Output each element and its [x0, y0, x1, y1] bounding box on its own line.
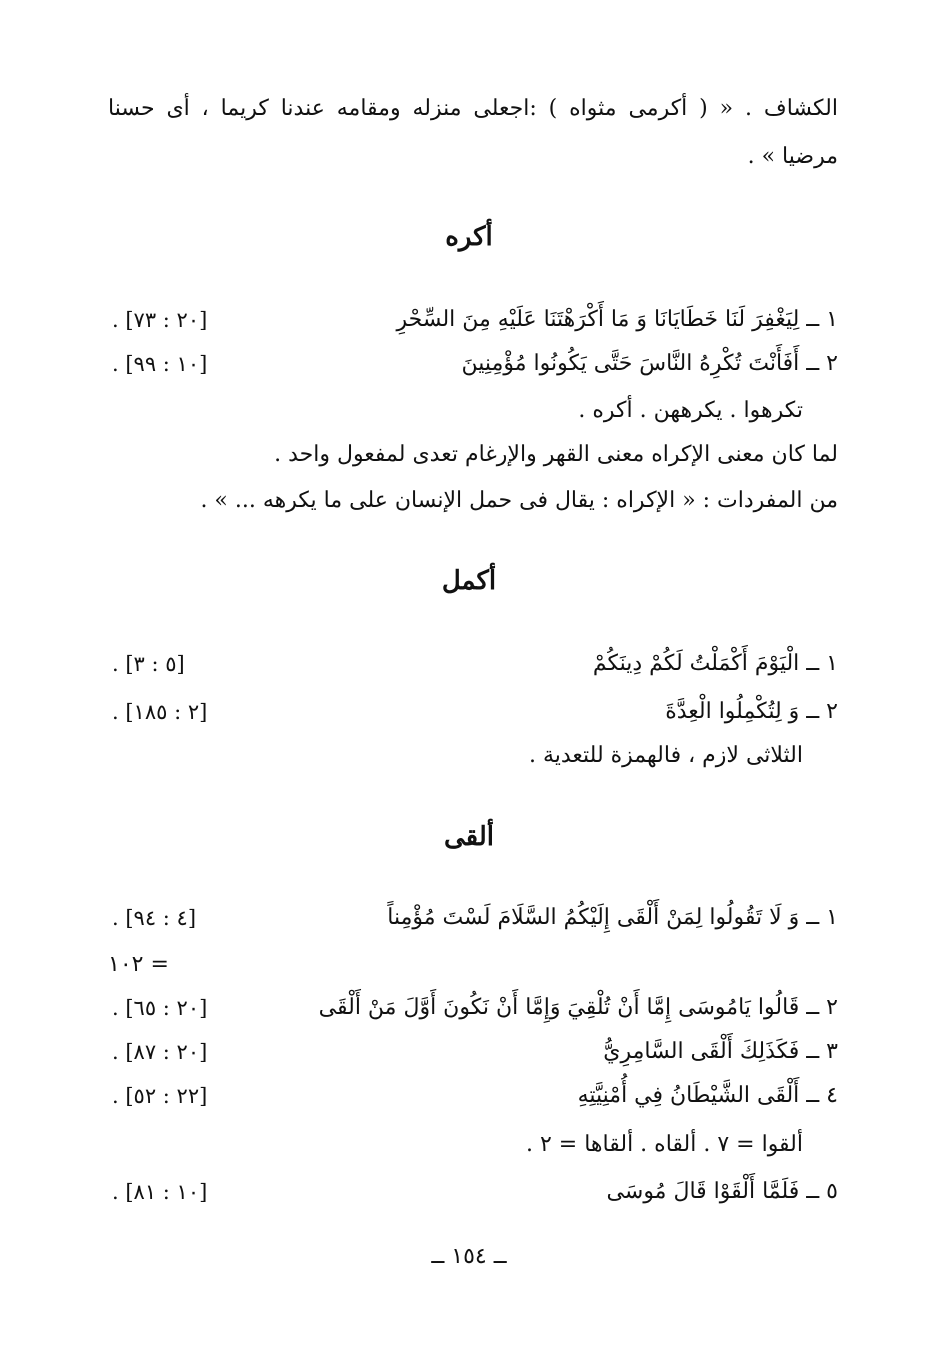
verse-reference: [٢٢ : ٥٢] . — [112, 1084, 208, 1108]
section-title-akmal: أكمل — [441, 566, 497, 596]
section-title-alqa: ألقى — [444, 822, 494, 852]
note-line: ألقوا = ٧ . ألقاه . ألقاها = ٢ . — [525, 1132, 803, 1157]
intro-line-2: مرضيا » . — [747, 144, 838, 169]
verse-text: ٢ ــ أَفَأَنْتَ تُكْرِهُ النَّاسَ حَتَّى يَكُونُوا مُؤْمِنِينَ — [461, 351, 838, 376]
verse-text: ٢ ــ قَالُوا يَامُوسَى إِمَّا أَنْ تُلْقِيَ وَإِمَّا أَنْ نَكُونَ أَوَّلَ مَنْ أَلْقَى — [318, 995, 838, 1020]
verse-reference: [٤ : ٩٤] . — [112, 906, 197, 930]
verse-text: ٤ ــ أَلْقَى الشَّيْطَانُ فِي أُمْنِيَّتِهِ — [577, 1083, 838, 1108]
page-number: ــ ١٥٤ ــ — [431, 1244, 507, 1269]
verse-text: ١ ــ وَ لَا تَقُولُوا لِمَنْ أَلْقَى إِلَيْكُمُ السَّلَامَ لَسْتَ مُؤْمِناً — [387, 905, 838, 930]
verse-continuation: = ١٠٢ — [108, 952, 169, 977]
intro-line-1: الكشاف . « ( أكرمى مثواه ) :اجعلى منزله ومقامه عندنا كريما ، أى حسنا — [108, 96, 838, 121]
verse-reference: [٢٠ : ٨٧] . — [112, 1040, 208, 1064]
verse-text: ١ ــ لِيَغْفِرَ لَنَا خَطَايَانَا وَ مَا أَكْرَهْتَنَا عَلَيْهِ مِنَ السِّحْرِ — [396, 307, 838, 332]
note-line: تكرهوا . يكرههن . أكره . — [578, 398, 803, 423]
verse-reference: [٢ : ١٨٥] . — [112, 700, 208, 724]
verse-reference: [٢٠ : ٦٥] . — [112, 996, 208, 1020]
verse-reference: [١٠ : ٨١] . — [112, 1180, 208, 1204]
verse-text: ٥ ــ فَلَمَّا أَلْقَوْا قَالَ مُوسَى — [606, 1179, 838, 1204]
note-line: الثلاثى لازم ، فالهمزة للتعدية . — [528, 743, 803, 768]
verse-text: ٣ ــ فَكَذَلِكَ أَلْقَى السَّامِرِيُّ — [603, 1039, 838, 1064]
verse-reference: [٢٠ : ٧٣] . — [112, 308, 208, 332]
section-title-akrah: أكره — [445, 222, 493, 252]
verse-text: ١ ــ الْيَوْمَ أَكْمَلْتُ لَكُمْ دِينَكُمْ — [592, 651, 838, 676]
note-line: لما كان معنى الإكراه معنى القهر والإرغام تعدى لمفعول واحد . — [274, 442, 838, 467]
verse-reference: [٥ : ٣] . — [112, 652, 185, 676]
note-line: من المفردات : « الإكراه : يقال فى حمل الإنسان على ما يكرهه ... » . — [200, 488, 838, 513]
verse-text: ٢ ــ وَ لِتُكْمِلُوا الْعِدَّةَ — [665, 699, 838, 724]
verse-reference: [١٠ : ٩٩] . — [112, 352, 208, 376]
